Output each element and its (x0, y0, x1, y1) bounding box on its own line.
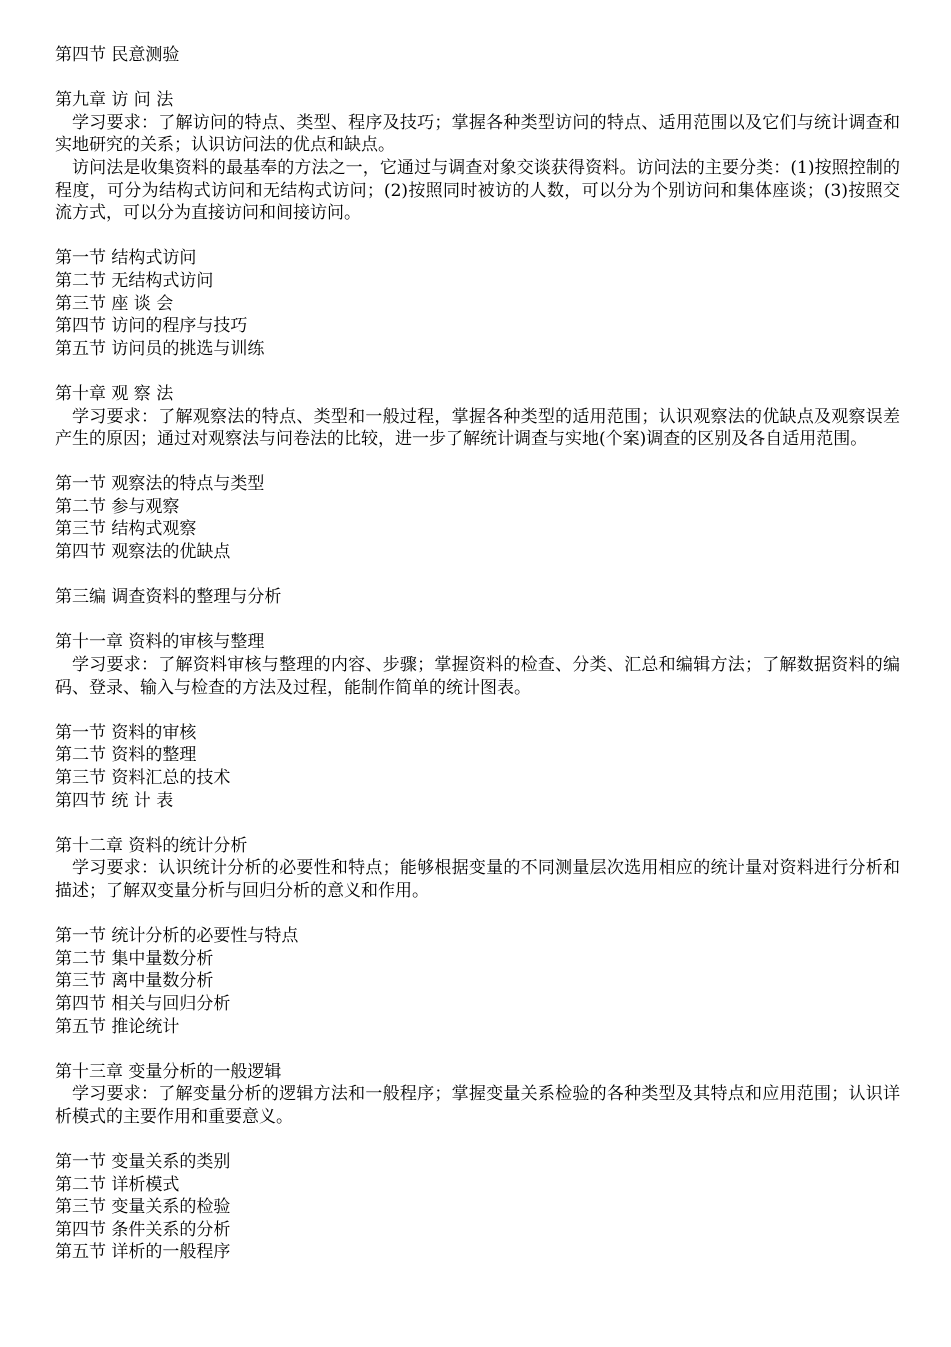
section-heading: 第一节 观察法的特点与类型 (55, 474, 265, 495)
blank-line (55, 1129, 900, 1152)
learning-requirement: 学习要求：了解资料审核与整理的内容、步骤；掌握资料的检查、分类、汇总和编辑方法；了解数据资料的编码、登录、输入与检查的方法及过程，能制作简单的统计图表。 (55, 655, 900, 698)
section-heading: 第三节 变量关系的检验 (55, 1197, 231, 1218)
learning-requirement: 学习要求：了解观察法的特点、类型和一般过程，掌握各种类型的适用范围；认识观察法的优缺点及观察误差产生的原因；通过对观察法与问卷法的比较，进一步了解统计调查与实地(个案)调查的区别及各自适用范围。 (55, 406, 900, 450)
blank-line (55, 609, 900, 632)
learning-requirement: 学习要求：了解访问的特点、类型、程序及技巧；掌握各种类型访问的特点、适用范围以及它们与统计调查和实地研究的关系；认识访问法的优点和缺点。 (55, 112, 900, 156)
section-heading: 第三节 离中量数分析 (55, 971, 214, 992)
section-heading: 第二节 资料的整理 (55, 745, 197, 766)
section-heading: 第三节 结构式观察 (55, 519, 197, 540)
section-heading: 第四节 观察法的优缺点 (55, 542, 231, 563)
document-page (55, 44, 900, 1264)
section-heading: 第四节 访问的程序与技巧 (55, 316, 248, 337)
part-heading: 第三编 调查资料的整理与分析 (55, 587, 282, 608)
blank-line (55, 451, 900, 474)
chapter-heading: 第十二章 资料的统计分析 (55, 835, 248, 856)
section-heading: 第五节 访问员的挑选与训练 (55, 338, 265, 359)
section-heading: 第五节 推论统计 (55, 1016, 180, 1037)
section-heading: 第一节 统计分析的必要性与特点 (55, 926, 299, 947)
section-heading: 第二节 参与观察 (55, 496, 180, 517)
section-heading: 第五节 详析的一般程序 (55, 1242, 231, 1263)
learning-requirement: 学习要求：认识统计分析的必要性和特点；能够根据变量的不同测量层次选用相应的统计量对资料进行分析和描述；了解双变量分析与回归分析的意义和作用。 (55, 858, 900, 901)
blank-line (55, 812, 900, 835)
blank-line (55, 699, 900, 722)
section-heading: 第四节 条件关系的分析 (55, 1219, 231, 1240)
section-heading: 第三节 座 谈 会 (55, 293, 174, 314)
blank-line (55, 360, 900, 383)
section-heading: 第一节 资料的审核 (55, 722, 197, 743)
section-heading: 第一节 结构式访问 (55, 248, 197, 269)
blank-line (55, 564, 900, 587)
chapter-heading: 第十三章 变量分析的一般逻辑 (55, 1061, 282, 1082)
section-heading: 第四节 统 计 表 (55, 790, 174, 811)
chapter-heading: 第九章 访 问 法 (55, 90, 174, 111)
section-heading: 第二节 集中量数分析 (55, 948, 214, 969)
section-heading: 第四节 相关与回归分析 (55, 993, 231, 1014)
section-heading: 第二节 详析模式 (55, 1174, 180, 1195)
chapter-intro: 访问法是收集资料的最基奉的方法之一，它通过与调查对象交谈获得资料。访问法的主要分类：(1)按照控制的程度，可分为结构式访问和无结构式访问；(2)按照同时被访的人数，可以分为个别访问和集体座谈；(3)按照交流方式，可以分为直接访问和间接访问。 (55, 157, 900, 224)
blank-line (55, 903, 900, 926)
blank-line (55, 1038, 900, 1061)
section-heading: 第二节 无结构式访问 (55, 270, 214, 291)
blank-line (55, 225, 900, 248)
section-heading: 第一节 变量关系的类别 (55, 1152, 231, 1173)
section-heading: 第四节 民意测验 (55, 45, 180, 65)
section-heading: 第三节 资料汇总的技术 (55, 768, 231, 788)
blank-line (55, 67, 900, 90)
chapter-heading: 第十一章 资料的审核与整理 (55, 632, 265, 653)
learning-requirement: 学习要求：了解变量分析的逻辑方法和一般程序；掌握变量关系检验的各种类型及其特点和应用范围；认识详析模式的主要作用和重要意义。 (55, 1084, 900, 1127)
chapter-heading: 第十章 观 察 法 (55, 383, 174, 404)
